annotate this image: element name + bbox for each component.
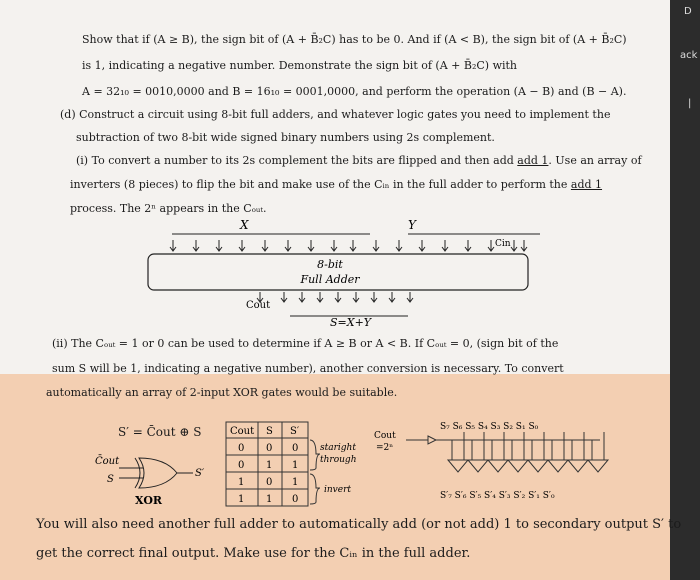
xor-gate-diagram [95, 448, 225, 508]
table-cell: 0 [238, 460, 245, 471]
label-x: X [240, 218, 249, 232]
part-ii-line-2: sum S will be 1, indicating a negative number), another conversion is necessary. To convert [52, 362, 564, 375]
note-straight-2: through [320, 455, 357, 465]
gate-input-2: S [107, 474, 114, 485]
side-panel-bar-label: | [688, 98, 692, 109]
table-cell: 1 [238, 494, 245, 505]
input-arrows [170, 240, 527, 251]
note-invert: invert [324, 485, 352, 495]
table-cell: 1 [292, 460, 299, 471]
cout-label: Cout [374, 431, 396, 441]
table-header-s: S [266, 426, 273, 437]
side-panel-mid-label: ack [680, 50, 698, 61]
intro-line-2: is 1, indicating a negative number. Demonstrate the sign bit of (A + B̄₂C) with [82, 59, 518, 72]
side-panel [670, 0, 700, 580]
note-straight-1: staright [320, 443, 356, 453]
truth-table [222, 418, 382, 508]
table-cell: 0 [292, 443, 299, 454]
gate-caption: XOR [135, 494, 163, 507]
table-cell: 0 [292, 494, 299, 505]
table-header-cout: Cout [230, 426, 255, 437]
bottom-bits: S′₇ S′₆ S′₅ S′₄ S′₃ S′₂ S′₁ S′₀ [440, 491, 555, 501]
intro-line-1: Show that if (A ≥ B), the sign bit of (A + B̄₂C) has to be 0. And if (A < B), the sign bit of (A + B̄₂C) [82, 33, 627, 46]
table-cell: 1 [266, 494, 273, 505]
xor-gate-shape [139, 458, 177, 488]
footer-line-1: You will also need another full adder to automatically add (or not add) 1 to secondary output S′ to [36, 517, 682, 532]
table-cell: 0 [266, 443, 273, 454]
full-adder-diagram [140, 216, 540, 328]
part-ii-line-3: automatically an array of 2-input XOR gates would be suitable. [46, 386, 398, 399]
xor-equation: S′ = C̄out ⊕ S [118, 425, 202, 439]
top-bits: S₇ S₆ S₅ S₄ S₃ S₂ S₁ S₀ [440, 422, 539, 432]
gate-input-1: C̄out [95, 456, 120, 467]
output-arrows [257, 292, 413, 302]
part-d-i-line-2: inverters (8 pieces) to flip the bit and make use of the Cᵢₙ in the full adder to perform the add 1 [70, 178, 603, 191]
part-ii-line-1: (ii) The Cₒᵤₜ = 1 or 0 can be used to determine if A ≥ B or A < B. If Cₒᵤₜ = 0, (sign bit of the [52, 337, 559, 350]
label-cin: Cin [495, 239, 511, 249]
table-cell: 0 [238, 443, 245, 454]
table-cell: 1 [266, 460, 273, 471]
side-panel-top-label: D [684, 6, 692, 17]
table-header-sprime: S′ [290, 426, 300, 437]
part-d-i-line-3: process. The 2ⁿ appears in the Cₒᵤₜ. [70, 202, 267, 215]
gate-output: S′ [195, 468, 205, 479]
label-sum: S=X+Y [330, 316, 372, 328]
intro-line-3: A = 32₁₀ = 0010,0000 and B = 16₁₀ = 0001,0000, and perform the operation (A − B) and (B − A). [82, 85, 627, 98]
table-cell: 1 [292, 477, 299, 488]
footer-line-2: get the correct final output. Make use for the Cᵢₙ in the full adder. [36, 546, 471, 561]
label-cout: Cout [246, 300, 271, 311]
part-d-line-1: (d) Construct a circuit using 8-bit full adders, and whatever logic gates you need to implement the [60, 108, 611, 121]
table-cell: 0 [266, 477, 273, 488]
xor-bit-array [368, 416, 640, 506]
bit-gates [448, 432, 608, 472]
label-y: Y [408, 218, 416, 232]
box-line-2: Full Adder [300, 273, 360, 286]
table-cell: 1 [238, 477, 245, 488]
part-d-i-line-1: (i) To convert a number to its 2s complement the bits are flipped and then add add 1. Use an array of [76, 154, 642, 167]
cout-value: =2ⁿ [376, 443, 394, 453]
box-line-1: 8-bit [317, 258, 343, 271]
part-d-line-2: subtraction of two 8-bit wide signed binary numbers using 2s complement. [76, 131, 495, 144]
